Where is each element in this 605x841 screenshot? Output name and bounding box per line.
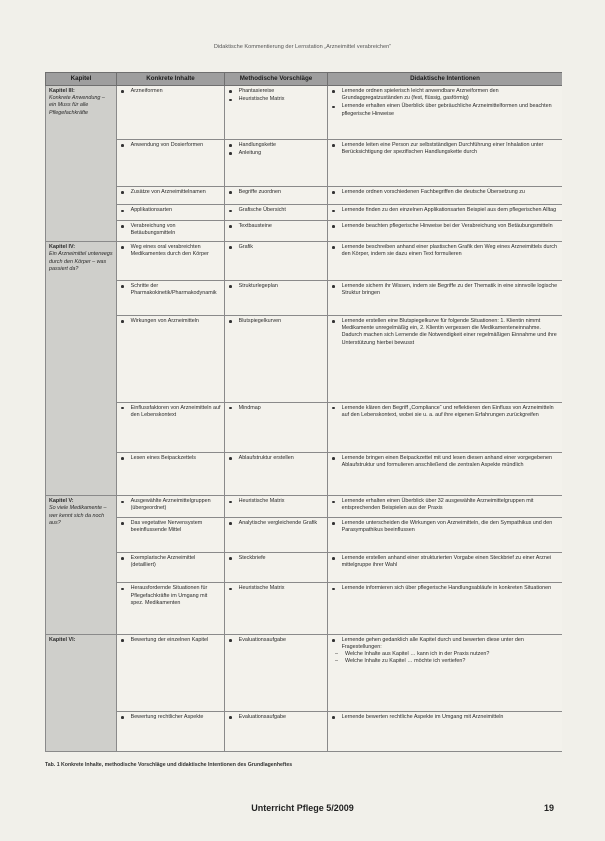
bullet-point [120,637,221,644]
bullet-dot-icon [332,557,335,560]
intentions-cell [328,220,563,242]
table-row [46,452,563,495]
bullet-dot-icon [332,457,335,460]
bullet-point [228,637,324,644]
content-cell [117,496,225,518]
bullet-point [228,318,324,325]
bullet-dot-icon [332,246,335,249]
table-row [46,220,563,242]
table-row [46,186,563,205]
content-item: Zusätze von Arzneimittelnamen [130,188,206,195]
bullet-dot-icon [332,285,335,288]
content-cell [117,86,225,140]
table-container [45,72,562,752]
bullet-dot-icon [121,144,124,147]
intention-item: Lernende beachten pflegerische Hinweise bei der Verabreichung von Betäubungsmitteln [341,222,553,229]
table-row [46,139,563,186]
content-item: Bewertung der einzelnen Kapitel [130,636,209,643]
bullet-point [120,283,221,297]
intentions-cell [328,517,563,552]
method-item: Evaluationsaufgabe [238,636,286,643]
bullet-dot-icon [229,191,232,194]
bullet-point [120,244,221,258]
method-item: Textbausteine [238,222,272,229]
method-item: Grafik [238,244,253,251]
intentions-cell [328,280,563,315]
table-body [46,86,563,752]
bullet-dot-icon [332,588,335,591]
bullet-point [120,585,221,607]
intention-item: Lernende gehen gedanklich alle Kapitel durch und bewerten diese unter den Fragestellungen: [341,636,524,651]
method-item: Heuristische Matrix [238,585,285,592]
bullet-dot-icon [332,501,335,504]
methods-cell [225,205,328,220]
bullet-dot-icon [121,557,124,560]
table-row [46,402,563,452]
method-item: Mindmap [238,404,261,411]
intentions-cell [328,139,563,186]
intentions-cell [328,315,563,402]
bullet-dot-icon [229,639,232,642]
content-cell [117,452,225,495]
intention-item: Lernende bewerten rechtliche Aspekte im Umgang mit Arzneimitteln [341,714,504,721]
intention-item: Lernende erstellen anhand einer strukturierten Vorgabe einen Steckbrief zu einer Arznei mittelgruppe ihrer Wahl [341,554,552,569]
bullet-point [228,520,324,527]
content-item: Verabreichung von Betäubungsmitteln [130,222,176,236]
method-item: Analytische vergleichende Grafik [238,519,318,526]
intention-item: Lernende finden zu den einzelnen Applikationsarten Beispiel aus dem pflegerischen Alltag [341,207,557,214]
bullet-dot-icon [229,144,232,147]
table-row [46,496,563,518]
method-item: Heuristische Matrix [238,96,285,103]
didactic-table [45,72,562,752]
table-row [46,280,563,315]
column-header-inhalte: Konkrete Inhalte [117,73,225,86]
content-cell [117,315,225,402]
content-cell [117,517,225,552]
intentions-cell [328,186,563,205]
bullet-dot-icon [229,407,232,410]
bullet-dot-icon [229,716,232,719]
content-cell [117,280,225,315]
table-row [46,205,563,220]
dash-marker: – [335,651,338,658]
intention-item: Lernende erstellen eine Blutspiegelkurve für folgende Situationen: 1. Klientin nimmt Medikamente unregelmäßig ein, 2. Klientin vergessen die Medikamenteneinnahme. Dadurch machen sich Lernende die Notwendigkeit einer regelmäßigen Einnahme und ihre Unterstützung hierbei bewusst [341,317,557,346]
content-cell [117,205,225,220]
method-item: Anleitung [238,150,262,157]
methods-cell [225,242,328,281]
intention-item: Lernende beschreiben anhand einer plastischen Grafik den Weg eines Arzneimittels durch den Körper, indem sie dazu einen Text formulieren [341,244,557,258]
bullet-dot-icon [229,90,232,93]
intentions-cell [328,583,563,635]
bullet-point [331,223,559,230]
bullet-dot-icon [229,152,232,155]
content-cell [117,242,225,281]
bullet-dot-icon [332,320,335,323]
journal-footer: Unterricht Pflege 5/2009 [251,803,354,813]
bullet-dot-icon [121,588,124,591]
running-head: Didaktische Kommentierung der Lernstation „Arzneimittel verabreichen“ [213,44,392,50]
intentions-cell [328,402,563,452]
bullet-point [331,637,559,651]
chapter-subtitle: Konkrete Anwendung – ein Muss für alle Pflegefachkräfte [49,95,105,116]
bullet-point [331,585,559,592]
content-item: Wirkungen von Arzneimitteln [130,317,199,324]
table-row [46,242,563,281]
content-cell [117,583,225,635]
method-item: Ablaufstruktur erstellen [238,454,294,461]
bullet-point [331,189,559,196]
table-row [46,315,563,402]
methods-cell [225,186,328,205]
content-cell [117,552,225,582]
intention-item: Lernende unterscheiden die Wirkungen von Arzneimitteln, die den Sympathikus und den Parasympathikus beeinflussen [341,519,553,533]
bullet-dot-icon [121,457,124,460]
content-cell [117,634,225,711]
bullet-dot-icon [332,144,335,147]
chapter-subtitle: So viele Medikamente – wer kennt sich da noch aus? [49,505,107,526]
bullet-point [120,207,221,214]
bullet-point [228,585,324,592]
bullet-dot-icon [332,407,335,410]
content-item: Lesen eines Beipackzettels [130,454,196,461]
chapter-cell [46,86,117,242]
bullet-dot-icon [121,225,124,228]
methods-cell [225,280,328,315]
bullet-point [120,405,221,419]
method-item: Blutspiegelkurven [238,317,282,324]
bullet-dot-icon [332,210,335,213]
intention-item: Lernende informieren sich über pflegerische Handlungsabläufe in konkreten Situationen [341,585,552,592]
content-item: Anwendung von Dosierformen [130,141,204,148]
intention-item: Lernende bringen einen Beipackzettel mit und lesen diesen anhand einer vorgegebenen Ablaufstruktur und formulieren anschließend die zentralen Aspekte mündlich [341,454,552,469]
methods-cell [225,634,328,711]
table-header-row [46,73,563,86]
bullet-dot-icon [229,457,232,460]
method-item: Heuristische Matrix [238,498,285,505]
methods-cell [225,496,328,518]
bullet-point [120,455,221,462]
bullet-point [331,88,559,102]
bullet-point [228,714,324,721]
intentions-cell [328,712,563,752]
bullet-point [120,555,221,569]
intention-item: Lernende klären den Begriff „Compliance“ und reflektieren den Einfluss von Arzneimitteln auf den Lebenskontext, wobei sie u. a. auf ihre eigenen Erfahrungen zurückgreifen [341,404,554,418]
bullet-dot-icon [121,90,124,93]
bullet-point [331,207,559,214]
bullet-point [331,103,559,117]
bullet-point [331,555,559,569]
content-item: Weg eines oral verabreichten Medikamentes durch den Körper [130,244,209,258]
chapter-cell [46,634,117,751]
methods-cell [225,712,328,752]
content-item: Schritte der Pharmakokinetik/Pharmakodynamik [130,282,217,296]
intentions-cell [328,552,563,582]
bullet-point [331,142,559,156]
intentions-cell [328,634,563,711]
methods-cell [225,583,328,635]
content-item: Bewertung rechtlicher Aspekte [130,714,204,721]
methods-cell [225,86,328,140]
bullet-dot-icon [332,106,335,109]
chapter-title: Kapitel IV: [49,244,76,251]
bullet-point [120,498,221,512]
bullet-dot-icon [121,639,124,642]
bullet-point [331,283,559,297]
content-cell [117,712,225,752]
content-cell [117,402,225,452]
bullet-point [228,189,324,196]
table-row [46,583,563,635]
bullet-point [331,520,559,534]
bullet-point [120,189,221,196]
method-item: Strukturlegeplan [238,282,278,289]
intentions-cell [328,452,563,495]
bullet-dot-icon [229,557,232,560]
bullet-point [228,405,324,412]
bullet-point [228,96,324,103]
bullet-dot-icon [121,320,124,323]
intention-item: Lernende erhalten einen Überblick über gebräuchliche Arzneimittelformen und beachten pflegerische Hinweise [341,103,552,117]
bullet-dot-icon [332,90,335,93]
table-caption: Tab. 1 Konkrete Inhalte, methodische Vorschläge und didaktische Intentionen des Grundlagenheftes [45,762,293,768]
methods-cell [225,315,328,402]
bullet-dot-icon [121,246,124,249]
bullet-dot-icon [229,320,232,323]
chapter-cell [46,496,117,635]
chapter-cell [46,242,117,496]
bullet-dot-icon [332,522,335,525]
intentions-cell [328,86,563,140]
content-cell [117,139,225,186]
dash-marker: – [335,658,338,665]
content-item: Exemplarische Arzneimittel (detailliert) [130,554,196,569]
content-item: Herausfordernde Situationen für Pflegefachkräfte im Umgang mit spez. Medikamenten [130,585,208,606]
bullet-point [331,405,559,419]
bullet-dot-icon [332,639,335,642]
column-header-kapitel: Kapitel [46,73,117,86]
method-item: Handlungskette [238,141,277,148]
bullet-point [228,142,324,149]
bullet-dot-icon [332,225,335,228]
column-header-intentionen: Didaktische Intentionen [328,73,563,86]
bullet-point [120,88,221,95]
bullet-dot-icon [121,501,124,504]
methods-cell [225,552,328,582]
bullet-dot-icon [121,407,124,410]
method-item: Steckbriefe [238,554,266,561]
bullet-point [331,498,559,512]
table-row [46,634,563,711]
bullet-point [228,283,324,290]
bullet-dot-icon [229,225,232,228]
intentions-cell [328,496,563,518]
bullet-dot-icon [332,191,335,194]
method-item: Begriffe zuordnen [238,188,282,195]
bullet-point [228,150,324,157]
chapter-subtitle: Ein Arzneimittel unterwegs durch den Körper – was passiert da? [49,251,113,272]
table-row [46,86,563,140]
content-item: Arzneiformen [130,88,163,94]
table-row [46,517,563,552]
bullet-point [120,714,221,721]
bullet-dot-icon [229,99,232,102]
bullet-point [331,318,559,347]
method-item: Grafische Übersicht [238,207,286,214]
question-line [331,658,559,665]
chapter-title: Kapitel VI: [49,636,76,643]
bullet-dot-icon [121,716,124,719]
bullet-dot-icon [229,522,232,525]
question-line [331,651,559,658]
intention-item: Lernende ordnen spielerisch leicht anwendbare Arzneiformen den Grundaggregatzuständen zu (fest, flüssig, gasförmig) [341,88,499,102]
bullet-point [228,244,324,251]
bullet-point [120,520,221,534]
question-text: Welche Inhalte aus Kapitel … kann ich in der Praxis nutzen? [345,651,490,658]
method-item: Phantasiereise [238,88,275,94]
intention-item: Lernende erhalten einen Überblick über 32 ausgewählte Arzneimittelgruppen mit entsprechenden Beispielen aus der Praxis [341,498,534,512]
bullet-dot-icon [229,501,232,504]
bullet-dot-icon [121,522,124,525]
bullet-dot-icon [229,285,232,288]
intention-item: Lernende ordnen vorschiedenen Fachbegriffen die deutsche Übersetzung zu [341,188,525,195]
bullet-point [120,142,221,149]
bullet-dot-icon [121,285,124,288]
bullet-point [228,207,324,214]
bullet-point [331,714,559,721]
methods-cell [225,517,328,552]
bullet-point [228,498,324,505]
bullet-point [228,455,324,462]
methods-cell [225,220,328,242]
bullet-dot-icon [229,588,232,591]
bullet-point [228,555,324,562]
table-row [46,552,563,582]
column-header-methoden: Methodische Vorschläge [225,73,328,86]
intention-item: Lernende leiten eine Person zur selbstständigen Durchführung einer Inhalation unter Berücksichtigung der spezifischen Handlungskette durch [341,141,544,156]
methods-cell [225,452,328,495]
chapter-title: Kapitel III: [49,88,75,94]
content-cell [117,186,225,205]
intention-item: Lernende sichern ihr Wissen, indem sie Begriffe zu der Thematik in eine sinnvolle logische Struktur bringen [341,282,558,296]
table-row [46,712,563,752]
question-text: Welche Inhalte zu Kapitel … möchte ich vertiefen? [345,658,466,665]
chapter-title: Kapitel V: [49,498,74,505]
content-item: Das vegetative Nervensystem beeinflussende Mittel [130,519,203,533]
content-cell [117,220,225,242]
bullet-point [331,455,559,469]
bullet-dot-icon [121,191,124,194]
bullet-point [120,223,221,237]
content-item: Applikationsarten [130,207,172,214]
bullet-point [331,244,559,258]
bullet-point [228,223,324,230]
intentions-cell [328,242,563,281]
bullet-point [228,88,324,95]
bullet-point [120,318,221,325]
bullet-dot-icon [332,716,335,719]
content-item: Einflussfaktoren von Arzneimitteln auf den Lebenskontext [130,404,221,418]
method-item: Evaluationsaufgabe [238,714,286,721]
content-item: Ausgewählte Arzneimittelgruppen (übergeordnet) [130,498,211,512]
methods-cell [225,139,328,186]
bullet-dot-icon [229,210,232,213]
page-number: 19 [544,803,555,813]
bullet-dot-icon [121,210,124,213]
methods-cell [225,402,328,452]
intentions-cell [328,205,563,220]
bullet-dot-icon [229,246,232,249]
